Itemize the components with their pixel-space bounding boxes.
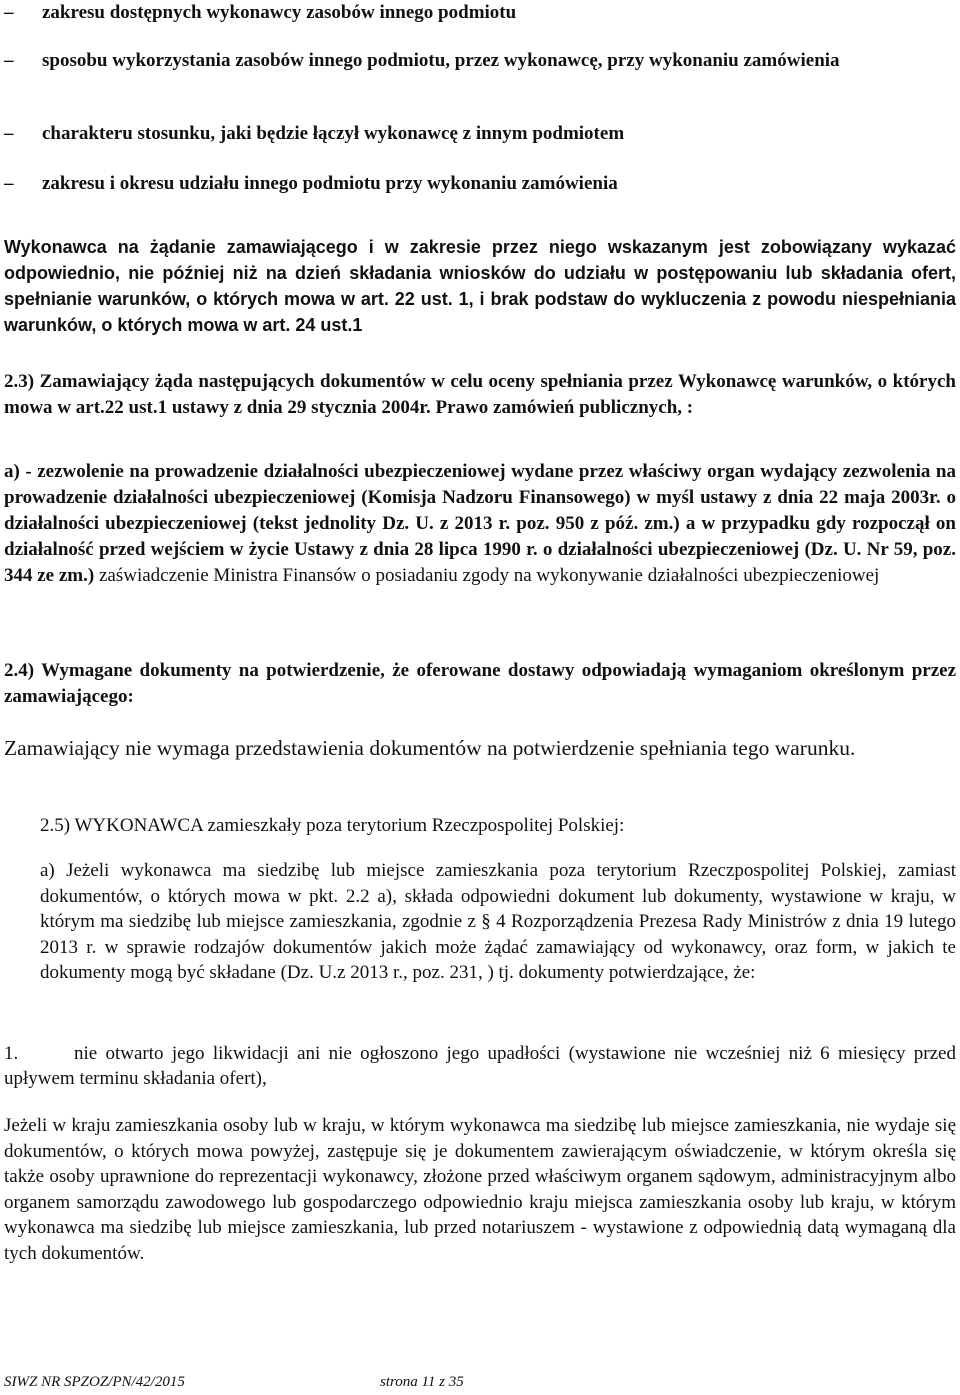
- numbered-item: [4, 1041, 956, 1091]
- paragraph-2-3: 2.3) Zamawiający żąda następujących dokumentów w celu oceny spełniania przez Wykonawcę warunków, o których mowa w art.22 ust.1 ustawy z dnia 29 stycznia 2004r. Prawo zamówień publicznych, :: [4, 371, 956, 418]
- paragraph-zamawiajacy: Zamawiający nie wymaga przedstawienia dokumentów na potwierdzenie spełniania tego warunku.: [4, 736, 856, 760]
- item-number: 1.: [4, 1043, 19, 1064]
- dash-marker: –: [4, 50, 14, 71]
- footer-reference: SIWZ NR SPZOZ/PN/42/2015: [4, 1374, 185, 1390]
- paragraph-a-jezeli: a) Jeżeli wykonawca ma siedzibę lub miejsce zamieszkania poza terytorium Rzeczpospolitej Polskiej, zamiast dokumentów, o których mowa w pkt. 2.2 a), składa odpowiedni dokument lub dokumenty, wystawione w kraju, w którym ma siedzibę lub miejsce zamieszkania, zgodnie z § 4 Rozporządzenia Prezesa Rady Ministrów z dnia 19 lutego 2013 r. w sprawie rodzajów dokumentów jakich może żądać zamawiający od wykonawcy, oraz form, w jakich te dokumenty mogą być składane (Dz. U.z 2013 r., poz. 231, ) tj. dokumenty potwierdzające, że:: [40, 860, 956, 983]
- paragraph-a-zezwolenie: [4, 459, 956, 589]
- dash-marker: –: [4, 123, 14, 144]
- dash-item: [4, 122, 952, 146]
- dash-marker: –: [4, 2, 14, 23]
- dash-item: [4, 1, 952, 25]
- page-footer: [4, 1373, 464, 1391]
- dash-item-text: charakteru stosunku, jaki będzie łączył wykonawcę z innym podmiotem: [42, 123, 625, 144]
- paragraph-jezeli-kraj: Jeżeli w kraju zamieszkania osoby lub w kraju, w którym wykonawca ma siedzibę lub miejsce zamieszkania, nie wydaje się dokumentów, o których mowa powyżej, zastępuje się je dokumentem zawierającym oświadczenie, w którym określa się także osoby uprawnione do reprezentacji wykonawcy, złożone przed właściwym organem sądowym, administracyjnym albo organem samorządu zawodowego lub gospodarczego odpowiednio kraju miejsca zamieszkania osoby lub kraju, w którym wykonawca ma siedzibę lub miejsce zamieszkania, lub przed notariuszem - wystawione z odpowiednią datą wymaganą dla tych dokumentów.: [4, 1115, 956, 1264]
- paragraph-wykonawca: Wykonawca na żądanie zamawiającego i w zakresie przez niego wskazanym jest zobowiązany wykazać odpowiednio, nie później niż na dzień składania wniosków do udziału w postępowaniu lub składania ofert, spełnianie warunków, o których mowa w art. 22 ust. 1, i brak podstaw do wykluczenia z powodu niespełniania warunków, o których mowa w art. 24 ust.1: [4, 237, 956, 335]
- dash-item-text: sposobu wykorzystania zasobów innego podmiotu, przez wykonawcę, przy wykonaniu zamówienia: [42, 50, 840, 71]
- dash-item: [4, 49, 952, 73]
- paragraph-2-4: 2.4) Wymagane dokumenty na potwierdzenie, że oferowane dostawy odpowiadają wymaganiom określonym przez zamawiającego:: [4, 660, 956, 707]
- dash-item-text: zakresu i okresu udziału innego podmiotu przy wykonaniu zamówienia: [42, 173, 618, 194]
- paragraph-2-5: 2.5) WYKONAWCA zamieszkały poza terytorium Rzeczpospolitej Polskiej:: [40, 815, 625, 836]
- dash-item-text: zakresu dostępnych wykonawcy zasobów innego podmiotu: [42, 2, 517, 23]
- paragraph-a-normal-text: zaświadczenie Ministra Finansów o posiadaniu zgody na wykonywanie działalności ubezpieczeniowej: [94, 565, 880, 586]
- paragraph-a-bold-text: a) - zezwolenie na prowadzenie działalności ubezpieczeniowej wydane przez właściwy organ wydający zezwolenia na prowadzenie działalności ubezpieczeniowej (Komisja Nadzoru Finansowego) w myśl ustawy z dnia 22 maja 2003r. o działalności ubezpieczeniowej (tekst jednolity Dz. U. z 2013 r. poz. 950 z póź. zm.) a w przypadku gdy rozpoczął on działalność przed wejściem w życie Ustawy z dnia 28 lipca 1990 r. o działalności ubezpieczeniowej (Dz. U. Nr 59, poz. 344 ze zm.): [4, 461, 956, 586]
- dash-item: [4, 172, 952, 196]
- item-text: nie otwarto jego likwidacji ani nie ogłoszono jego upadłości (wystawione nie wcześniej niż 6 miesięcy przed upływem terminu składania ofert),: [4, 1043, 956, 1089]
- footer-page-number: strona 11 z 35: [380, 1374, 464, 1390]
- dash-marker: –: [4, 173, 14, 194]
